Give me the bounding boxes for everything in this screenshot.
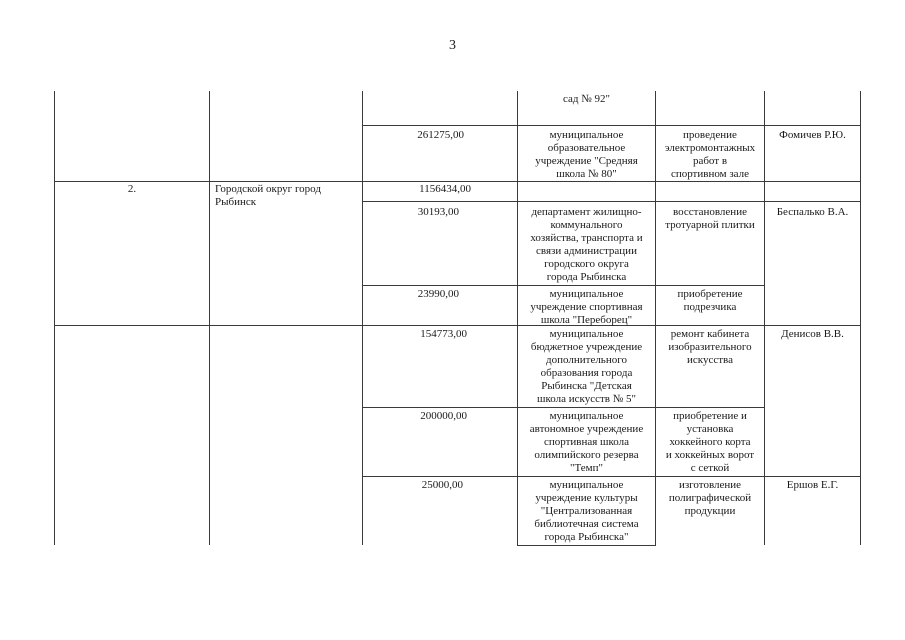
amount-cell: 261275,00 (417, 129, 464, 141)
row-divider (362, 125, 861, 126)
amount-cell: 154773,00 (420, 328, 467, 340)
amount-cell: 200000,00 (420, 410, 467, 422)
table-col-divider-1 (209, 91, 210, 545)
purpose-cell: ремонт кабинета изобразительного искусства (668, 328, 752, 366)
deputy-cell: Денисов В.В. (781, 328, 844, 340)
purpose-cell: приобретение подрезчика (677, 288, 743, 313)
recipient-cell: департамент жилищно- коммунального хозяйства, транспорта и связи администрации городского округа города Рыбинска (530, 206, 643, 283)
amount-cell: 25000,00 (421, 479, 463, 491)
row-divider (54, 181, 861, 182)
recipient-cell: муниципальное образовательное учреждение "Средняя школа № 80" (535, 129, 638, 180)
purpose-cell: приобретение и установка хоккейного корта и хоккейных ворот с сеткой (665, 410, 755, 474)
table-border-left (54, 91, 55, 545)
recipient-cell: муниципальное учреждение спортивная школа "Переборец" (530, 288, 643, 326)
row-divider (362, 407, 765, 408)
purpose-cell: изготовление полиграфической продукции (668, 479, 752, 517)
recipient-cell: муниципальное автономное учреждение спортивная школа олимпийского резерва "Темп" (529, 410, 644, 474)
row-divider (362, 201, 861, 202)
municipality-cell: Городской округ город Рыбинск (215, 183, 321, 208)
recipient-cell: сад № 92" (563, 93, 610, 105)
recipient-cell: муниципальное учреждение культуры "Централизованная библиотечная система города Рыбинска" (534, 479, 639, 543)
row-divider (54, 325, 861, 326)
row-divider (362, 285, 765, 286)
deputy-cell: Беспалько В.А. (776, 206, 849, 218)
deputy-cell: Фомичев Р.Ю. (779, 129, 846, 141)
amount-cell: 30193,00 (417, 206, 459, 218)
total-amount-cell: 1156434,00 (419, 183, 471, 195)
purpose-cell: проведение электромонтажных работ в спортивном зале (664, 129, 756, 180)
row-divider (362, 476, 861, 477)
page-number: 3 (449, 38, 456, 53)
recipient-cell: муниципальное бюджетное учреждение дополнительного образования города Рыбинска "Детская школа искусств № 5" (530, 328, 643, 405)
deputy-cell: Ершов Е.Г. (786, 479, 839, 491)
row-number-cell: 2. (127, 183, 137, 195)
amount-cell: 23990,00 (417, 288, 459, 300)
table-border-bottom (517, 545, 656, 546)
purpose-cell: восстановление тротуарной плитки (665, 206, 755, 231)
